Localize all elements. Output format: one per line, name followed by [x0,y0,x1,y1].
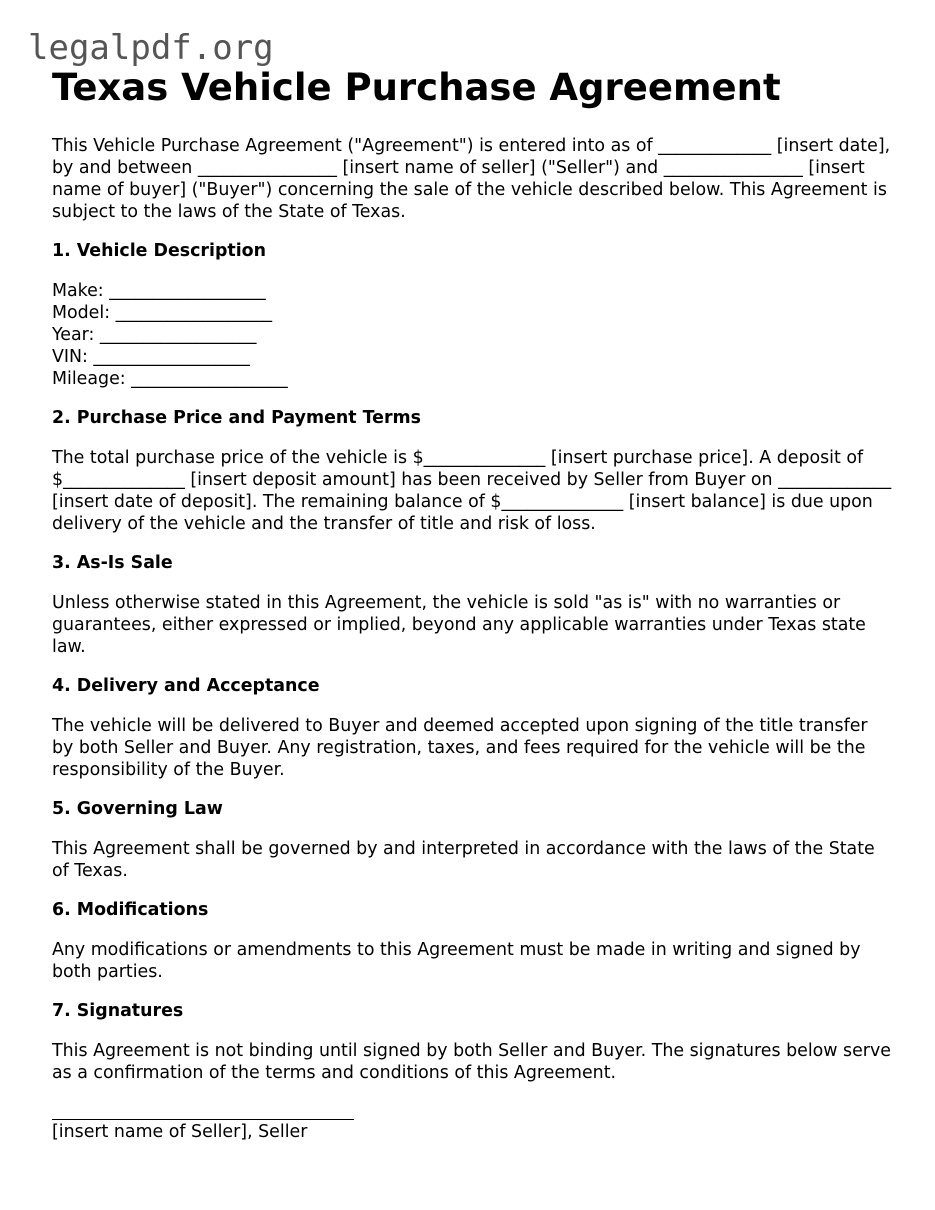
seller-signature-label: [insert name of Seller], Seller [52,1122,308,1142]
section-heading-purchase-price: 2. Purchase Price and Payment Terms [52,408,422,428]
section-body-signatures: This Agreement is not binding until signed by both Seller and Buyer. The signatures below serve as a confirmation of the terms and conditions of this Agreement. [52,1041,891,1083]
document-title: Texas Vehicle Purchase Agreement [52,66,781,109]
section-heading-governing-law: 5. Governing Law [52,799,223,819]
field-model: Model: __________________ [52,303,273,323]
field-mileage: Mileage: __________________ [52,369,288,389]
document-body [52,66,892,1143]
section-body-purchase-price: The total purchase price of the vehicle is $______________ [insert purchase price]. A deposit of $______________ [insert deposit amount] has been received by Seller from Buyer on _____________ [insert date of deposit]. The remaining balance of $______________ [insert balance] is due upon delivery of the vehicle and the transfer of title and risk of loss. [52,448,892,534]
section-heading-delivery: 4. Delivery and Acceptance [52,676,320,696]
section-heading-modifications: 6. Modifications [52,900,209,920]
seller-signature-line [52,1109,354,1120]
intro-paragraph: This Vehicle Purchase Agreement ("Agreement") is entered into as of _____________ [insert date], by and between ________________ [insert name of seller] ("Seller") and ________________ [insert name of buyer] ("Buyer") concerning the sale of the vehicle described below. This Agreement is subject to the laws of the State of Texas. [52,136,891,222]
vehicle-fields [52,280,892,390]
field-make: Make: __________________ [52,281,266,301]
field-vin: VIN: __________________ [52,347,250,367]
watermark-logo: legalpdf.org [28,28,274,68]
field-year: Year: __________________ [52,325,257,345]
section-heading-vehicle-description: 1. Vehicle Description [52,241,267,261]
section-body-as-is-sale: Unless otherwise stated in this Agreement, the vehicle is sold "as is" with no warranties or guarantees, either expressed or implied, beyond any applicable warranties under Texas state law. [52,593,866,657]
section-body-delivery: The vehicle will be delivered to Buyer and deemed accepted upon signing of the title transfer by both Seller and Buyer. Any registration, taxes, and fees required for the vehicle will be the responsibility of the Buyer. [52,716,868,780]
section-body-governing-law: This Agreement shall be governed by and interpreted in accordance with the laws of the State of Texas. [52,839,875,881]
section-body-modifications: Any modifications or amendments to this Agreement must be made in writing and signed by both parties. [52,940,861,982]
section-heading-as-is-sale: 3. As-Is Sale [52,553,173,573]
section-heading-signatures: 7. Signatures [52,1001,184,1021]
